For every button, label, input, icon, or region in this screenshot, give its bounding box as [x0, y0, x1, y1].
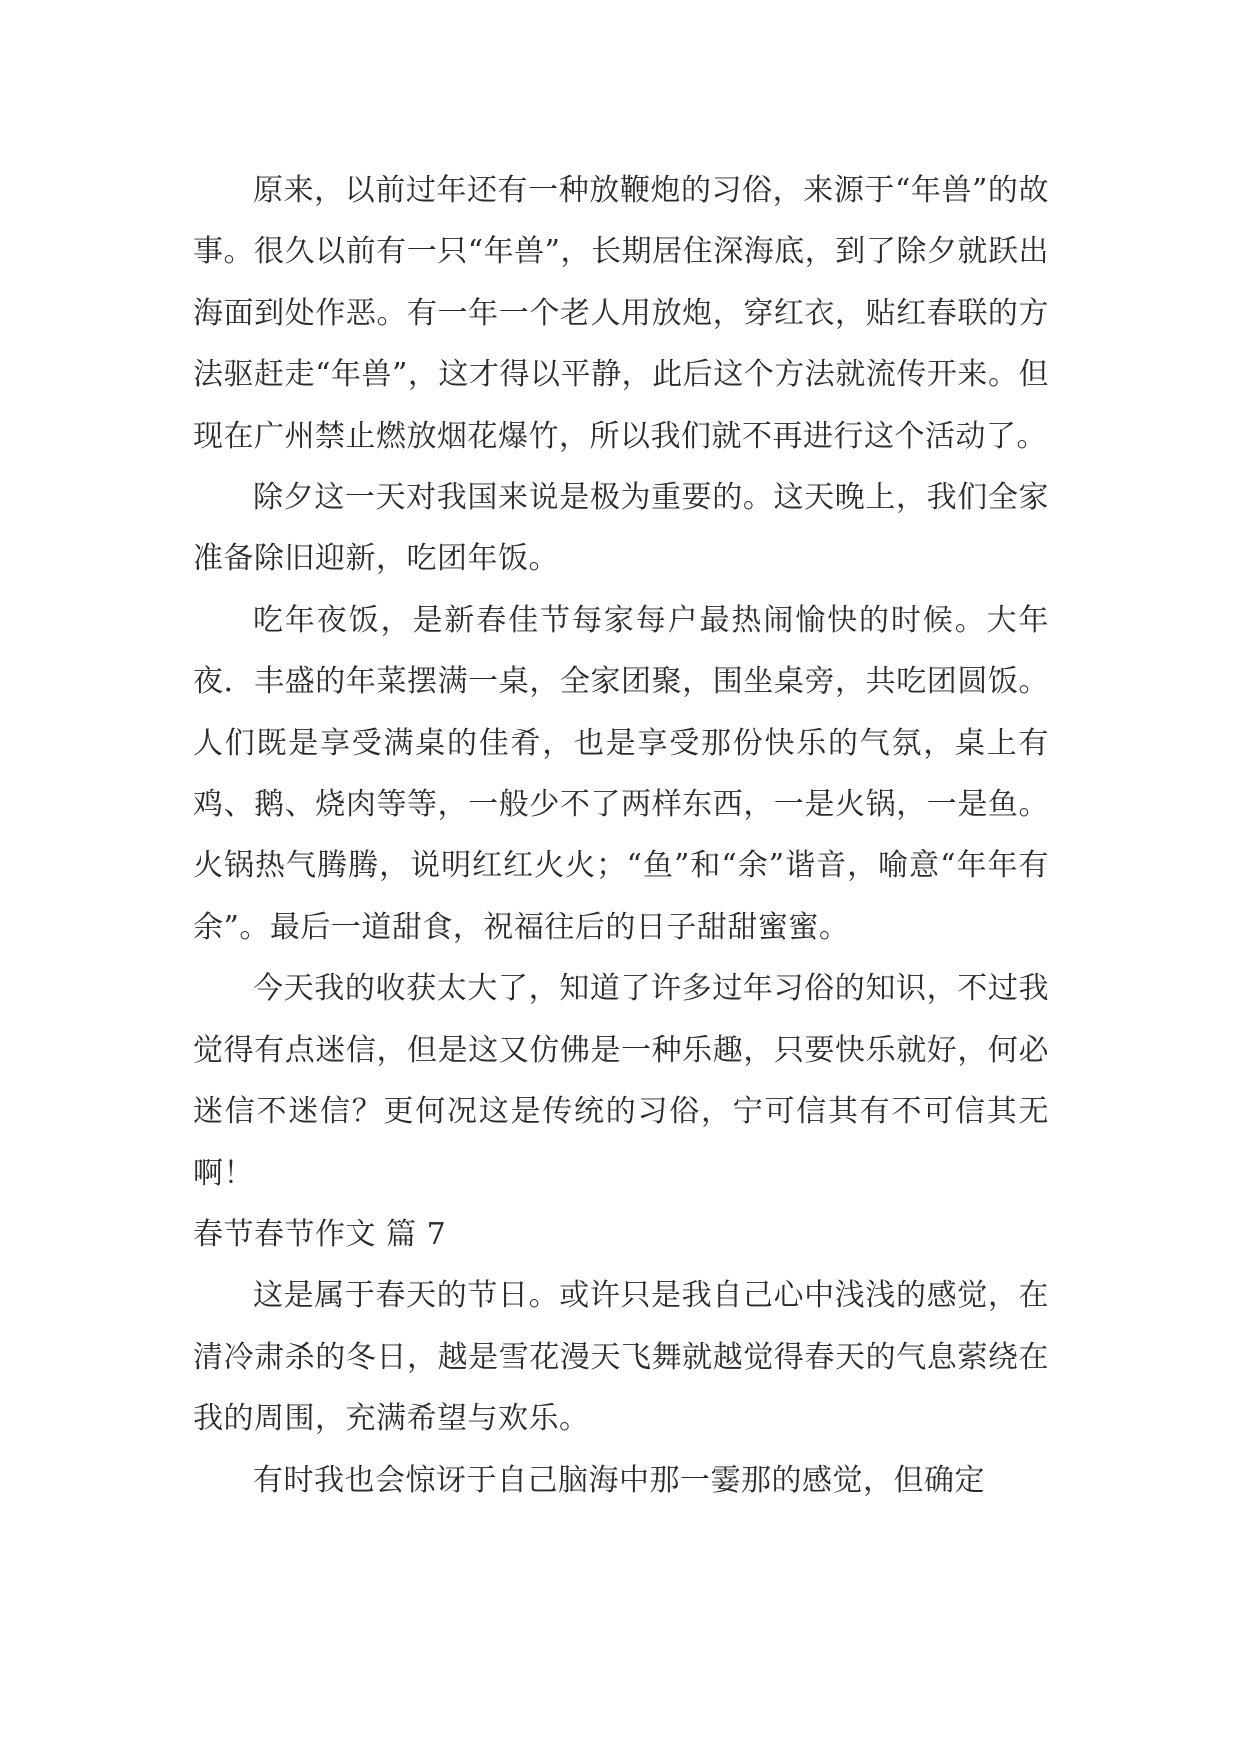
paragraph-firecracker-custom: 原来，以前过年还有一种放鞭炮的习俗，来源于“年兽”的故事。很久以前有一只“年兽”，长期居住深海底，到了除夕就跃出海面到处作恶。有一年一个老人用放炮，穿红衣，贴红春联的方法驱赶走“年兽”，这才得以平静，此后这个方法就流传开来。但现在广州禁止燃放烟花爆竹，所以我们就不再进行这个活动了。: [193, 173, 1049, 454]
section-heading: 春节春节作文 篇 7: [193, 1216, 447, 1252]
paragraph-reflection: 今天我的收获太大了，知道了许多过年习俗的知识，不过我觉得有点迷信，但是这又仿佛是一种乐趣，只要快乐就好，何必迷信不迷信？更何况这是传统的习俗，宁可信其有不可信其无啊！: [193, 971, 1049, 1191]
paragraph-spring-festival: 这是属于春天的节日。或许只是我自己心中浅浅的感觉，在清冷肃杀的冬日，越是雪花漫天飞舞就越觉得春天的气息萦绕在我的周围，充满希望与欢乐。: [193, 1278, 1049, 1437]
paragraph-continued: 有时我也会惊讶于自己脑海中那一霎那的感觉，但确定: [253, 1462, 985, 1498]
paragraph-reunion-dinner: 吃年夜饭，是新春佳节每家每户最热闹愉快的时候。大年夜．丰盛的年菜摆满一桌，全家团聚，围坐桌旁，共吃团圆饭。人们既是享受满桌的佳肴，也是享受那份快乐的气氛，桌上有鸡、鹅、烧肉等等，一般少不了两样东西，一是火锅，一是鱼。火锅热气腾腾，说明红红火火；“鱼”和“余”谐音，喻意“年年有余”。最后一道甜食，祝福往后的日子甜甜蜜蜜。: [193, 602, 1049, 945]
paragraph-new-years-eve: 除夕这一天对我国来说是极为重要的。这天晚上，我们全家准备除旧迎新，吃团年饭。: [193, 480, 1049, 577]
document-body: [193, 160, 1049, 1511]
